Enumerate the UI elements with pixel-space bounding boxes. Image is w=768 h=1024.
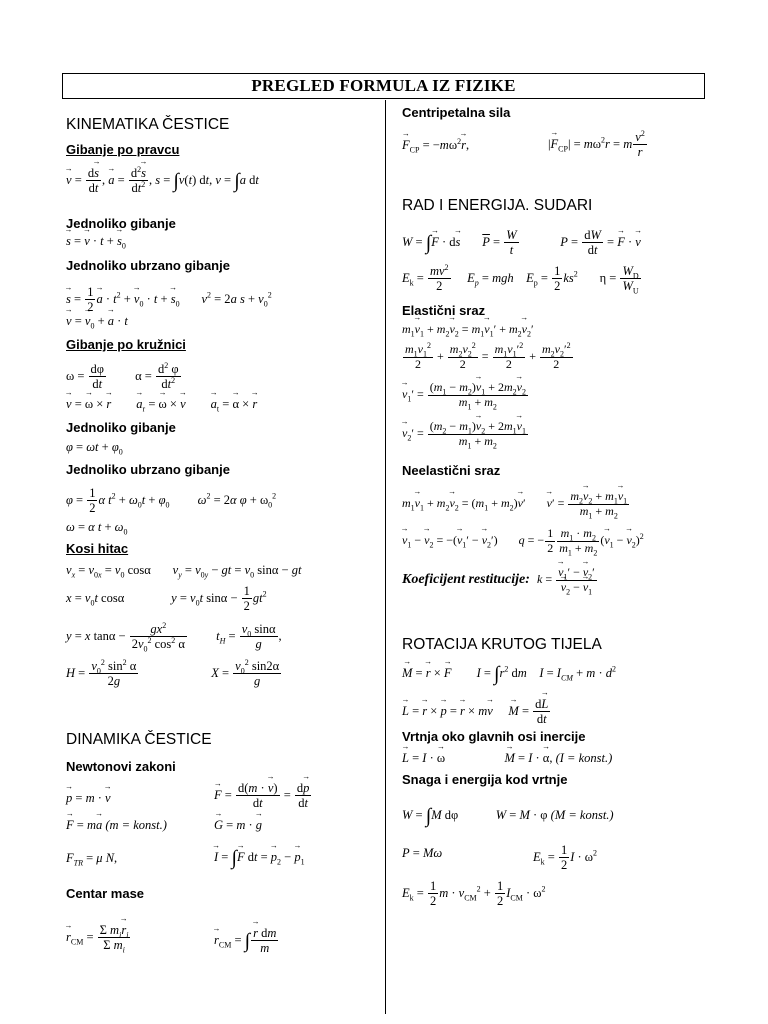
formula-angular-vectors: → v = → ω × → r → $a_r$ = → ω × → v → $a_t$ = → α × → r (66, 398, 257, 411)
formula-projectile-position: $x = v_0t$ cosα $y = v_0t$ sinα − $\frac{1}{2}$ $gt^2$ (66, 584, 267, 614)
subheading-jednoliko-ubrzano: Jednoliko ubrzano gibanje (66, 258, 230, 273)
formula-angular: ω = $\frac{d\varphi}{dt}$ α = $\frac{d^2 \varphi}{dt^2}$ (66, 360, 179, 392)
formula-inelastic-energy-loss: → $v_1$ − → $v_2$ = −(→ $v_1'$ − → $v_2'$) q = − $\frac{1}{2}$ $\frac{m_1 \cdot m_2}{m_1 + m_2}$ (→ $v_1$ − → $v_2)^2$ (402, 527, 644, 556)
subheading-neelasticni-sraz: Neelastični sraz (402, 463, 501, 478)
subheading-jednoliko-gibanje: Jednoliko gibanje (66, 216, 176, 231)
heading-rad-energija: RAD I ENERGIJA. SUDARI (402, 197, 593, 214)
formula-rotational-work: W = ∫M dφ W = M · φ (M = konst.) (402, 805, 614, 827)
formula-momentum: → p = m · → v (66, 792, 111, 805)
formula-friction: $F_{TR} = \mu$ N, (66, 851, 118, 868)
formula-principal-axes: → L = I · → ω → M = I · → α, (I = konst.) (402, 752, 612, 765)
formula-projectile-velocity: $v_x = v_{0x} = v_0$ cosα $v_y = v_{0y}$ − gt = $v_0$ sinα − gt (66, 563, 302, 580)
formula-angular-momentum: → L = → r × → p = → r × m→ v → M = $\frac{d\to L}{dt}$ (402, 697, 551, 727)
subheading-centar-mase: Centar mase (66, 886, 145, 901)
formula-torque-inertia: → M = → r × → F $I = \int r^2$ dm $I = I_{CM} + m \cdot d^2$ (402, 664, 616, 684)
subheading-gibanje-po-pravcu: Gibanje po pravcu (66, 142, 180, 157)
formula-velocity-acceleration: → v = $\frac{d\to s}{dt}$ , → a = $\frac{d^2\to s}{dt^2}$ , s = ∫v(t) dt, v = ∫a dt (66, 166, 259, 196)
formula-centripetal-vector: → $F_{CP} = -m\omega^2\to r$, (402, 139, 469, 152)
formula-uniform-motion: → s = → v · t + → $s_0$ (66, 235, 126, 248)
formula-height-range: H = $\frac{v_0^2 \sin^2 \alpha}{2g}$ X = $\frac{v_0^2 \sin 2\alpha}{g}$ (66, 657, 280, 689)
formula-center-of-mass-sum: → $r_{CM}$ = Σ $m_i\to r_i$ Σ $m_i$ (66, 923, 131, 953)
formula-elastic-v1: → $v_1'$ = $\frac{(m_1 - m_2)\to v_1 + 2m_2\to v_2}{m_1 + m_2}$ (402, 381, 529, 410)
heading-rotacija: ROTACIJA KRUTOG TIJELA (402, 636, 602, 653)
subheading-elasticni-sraz: Elastični sraz (402, 303, 486, 318)
formula-newton-second: → F = m→ a (m = konst.) (66, 819, 167, 832)
formula-inelastic-momentum: $m_1\to v_1 + m_2\to v_2 = (m_1 + m_2)\to v'$ → v′ = $\frac{m_2\to v_2 + m_1\to v_1}{m_1 + m_2}$ (402, 490, 630, 519)
formula-force-derivative: → F = $\frac{d(m \cdot \to v)}{dt}$ = $\frac{d\to p}{dt}$ (214, 781, 312, 811)
formula-elastic-energy: $\frac{m_1v_1^2}{2}$ + $\frac{m_2v_2^2}{2}$ = $\frac{m_1v_1'^2}{2}$ + $\frac{m_2v_2'^2}{2}$ (405, 341, 571, 371)
formula-center-of-mass-integral: → $r_{CM}$ = ∫ → $\frac{\text{r dm}}{m}$ (214, 926, 279, 956)
subheading-centripetalna-sila: Centripetalna sila (402, 105, 511, 120)
formula-angular-velocity: ω = α $t + \omega_0$ (66, 520, 128, 537)
formula-accelerated-displacement: → s = $\frac{1}{2}$ → $a \cdot t^2$ + → $v_0 \cdot t$ + → $s_0$ $v^2 = 2a$ $s + v_0^2$ (66, 285, 272, 315)
formula-weight: → G = m · → g (214, 819, 262, 832)
formula-rolling-energy: $E_k$ = $\frac{1}{2}$ $m \cdot v_{CM}^2$ + $\frac{1}{2}$ $I_{CM} \cdot \omega^2$ (402, 879, 546, 909)
formula-centripetal-magnitude: |→ $F_{CP}| = m\omega^2r = m$ $\frac{v^2}{r}$ (548, 130, 648, 160)
subheading-gibanje-po-kruznici: Gibanje po kružnici (66, 337, 186, 352)
subheading-koeficijent-restitucije: Koeficijent restitucije: (402, 572, 530, 587)
subheading-jednoliko-ubrzano-2: Jednoliko ubrzano gibanje (66, 462, 230, 477)
formula-uniform-rotation: $\varphi = \omega t + \varphi_0$ (66, 440, 123, 457)
formula-restitution: k = → $v_1'$ − → $v_2'$ → $v_2$ − → $v_1$ (537, 566, 598, 595)
formula-rotational-power: P = Mω (402, 846, 443, 860)
heading-dinamika: DINAMIKA ČESTICE (66, 731, 212, 748)
subheading-snaga-energija-vrtnje: Snaga i energija kod vrtnje (402, 772, 568, 787)
heading-kinematika: KINEMATIKA ČESTICE (66, 116, 230, 133)
subheading-jednoliko-gibanje-2: Jednoliko gibanje (66, 420, 176, 435)
formula-work-power: W = ∫→ F · d→ s $\overline{P}$ = $\frac{W}{t}$ P = $\frac{dW}{dt}$ = → F · → v (402, 228, 641, 258)
subheading-vrtnja-glavnih-osi: Vrtnja oko glavnih osi inercije (402, 729, 586, 744)
page-title: PREGLED FORMULA IZ FIZIKE (62, 73, 705, 99)
formula-rotational-energy: $E_k$ = $\frac{1}{2}$ $I \cdot \omega^2$ (533, 843, 598, 873)
formula-energies: $E_k$ = $\frac{mv^2}{2}$ $E_p$ = mgh $E_p$ = $\frac{1}{2}$ $ks^2$ η = $\frac{W_D}{W_U}$ (402, 262, 639, 296)
formula-impulse: → I = ∫→ F dt = → $p_2$ − → $p_1$ (214, 848, 305, 868)
formula-elastic-momentum: $m_1\to v_1 + m_2\to v_2 = m_1\to v_1' + m_2\to v_2'$ (402, 323, 534, 335)
formula-accelerated-velocity: → v = → $v_0$ + → a · t (66, 315, 128, 328)
subheading-kosi-hitac: Kosi hitac (66, 541, 129, 556)
subheading-newtonovi-zakoni: Newtonovi zakoni (66, 759, 176, 774)
formula-trajectory: y = x tanα − $\frac{gx^2}{2v_0^2 \cos^2 \alpha}$ $t_H$ = $\frac{v_0 \sin\alpha}{g}$ , (66, 620, 282, 654)
column-divider (385, 100, 386, 1014)
formula-elastic-v2: → $v_2'$ = $\frac{(m_2 - m_1)\to v_2 + 2m_1\to v_1}{m_1 + m_2}$ (402, 420, 529, 449)
formula-accelerated-rotation: φ = $\frac{1}{2}$ α $t^2 + \omega_0t + \varphi_0$ $\omega^2 = 2\alpha$ $\varphi + \omega_0^2$ (66, 486, 277, 516)
